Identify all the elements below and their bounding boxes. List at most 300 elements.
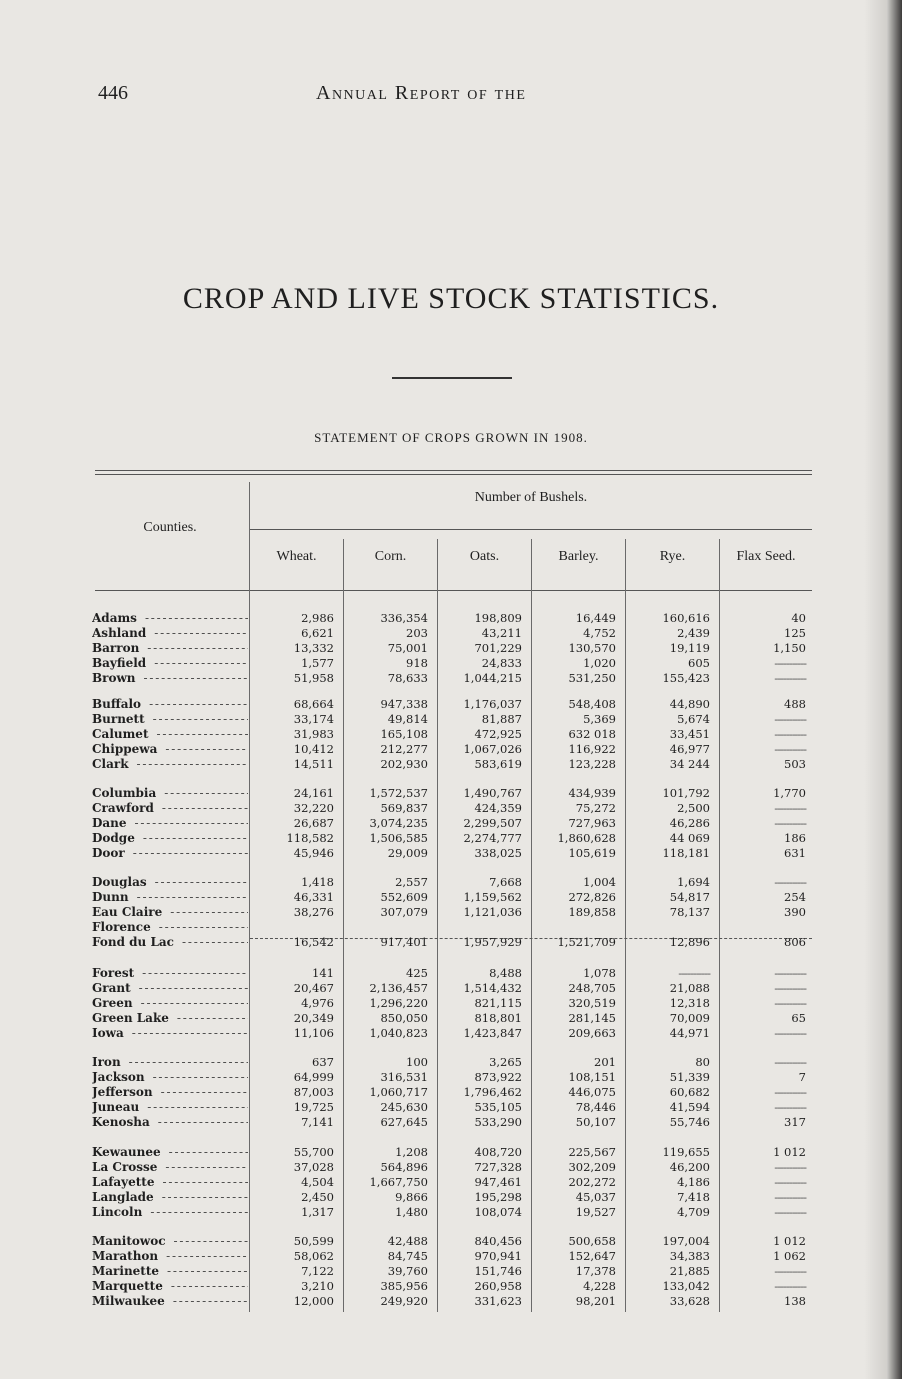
- table-cell: 627,645: [380, 1115, 428, 1129]
- table-cell: 151,746: [474, 1264, 522, 1278]
- page-edge-shadow: [864, 0, 902, 1379]
- table-cell: 1,020: [583, 656, 616, 670]
- table-cell: 2,274,777: [463, 831, 522, 845]
- table-cell: 38,276: [293, 905, 334, 919]
- table-cell: 34 244: [669, 757, 710, 771]
- table-cell: 78,137: [669, 905, 710, 919]
- table-cell: 281,145: [568, 1011, 616, 1025]
- table-cell: 1,423,847: [463, 1026, 522, 1040]
- table-cell: 1,577: [301, 656, 334, 670]
- table-cell: 3,210: [301, 1279, 334, 1293]
- column-header-corn: Corn.: [374, 549, 407, 564]
- table-row: [0, 1234, 902, 1249]
- table-cell: 116,922: [568, 742, 616, 756]
- table-cell: 14,511: [293, 757, 334, 771]
- table-cell: -----------: [774, 981, 806, 995]
- county-name: Crawford - - -: [92, 801, 248, 816]
- county-name: La Crosse - - -: [92, 1160, 248, 1175]
- table-cell: 130,570: [568, 641, 616, 655]
- table-cell: 7,141: [301, 1115, 334, 1129]
- table-cell: 49,814: [387, 712, 428, 726]
- county-name: Door - - -: [92, 846, 248, 861]
- table-cell: 160,616: [662, 611, 710, 625]
- table-cell: 12,318: [669, 996, 710, 1010]
- table-cell: 446,075: [568, 1085, 616, 1099]
- table-cell: 637: [312, 1055, 334, 1069]
- county-name: Jefferson - - -: [92, 1085, 248, 1100]
- table-cell: 45,037: [575, 1190, 616, 1204]
- page-number: 446: [98, 82, 128, 104]
- table-cell: 806: [784, 935, 806, 949]
- county-name: Jackson - - -: [92, 1070, 248, 1085]
- table-cell: 1,067,026: [463, 742, 522, 756]
- table-cell: 100: [406, 1055, 428, 1069]
- table-row: [0, 712, 902, 727]
- table-cell: 970,941: [474, 1249, 522, 1263]
- table-cell: 385,956: [380, 1279, 428, 1293]
- table-cell: 245,630: [380, 1100, 428, 1114]
- table-cell: 155,423: [662, 671, 710, 685]
- county-name: Juneau - - -: [92, 1100, 248, 1115]
- table-cell: -----------: [774, 656, 806, 670]
- county-name: Grant - - -: [92, 981, 248, 996]
- table-cell: -----------: [774, 966, 806, 980]
- table-cell: -----------: [774, 1205, 806, 1219]
- table-cell: 307,079: [380, 905, 428, 919]
- table-cell: 78,446: [575, 1100, 616, 1114]
- table-cell: -----------: [774, 1085, 806, 1099]
- county-name: Manitowoc - - -: [92, 1234, 248, 1249]
- county-name: Green - - -: [92, 996, 248, 1011]
- county-name: Buffalo - - -: [92, 697, 248, 712]
- table-cell: 84,745: [387, 1249, 428, 1263]
- county-name: Adams - - -: [92, 611, 248, 626]
- table-cell: 58,062: [293, 1249, 334, 1263]
- table-cell: 2,450: [301, 1190, 334, 1204]
- county-name: Eau Claire - - -: [92, 905, 248, 920]
- table-cell: 390: [784, 905, 806, 919]
- table-cell: 1,078: [583, 966, 616, 980]
- table-cell: 20,467: [293, 981, 334, 995]
- table-cell: 50,599: [293, 1234, 334, 1248]
- table-cell: -----------: [774, 1264, 806, 1278]
- table-cell: 850,050: [380, 1011, 428, 1025]
- table-row: [0, 1055, 902, 1070]
- table-cell: 17,378: [575, 1264, 616, 1278]
- table-cell: 16,449: [575, 611, 616, 625]
- table-cell: 1,208: [395, 1145, 428, 1159]
- table-cell: 316,531: [380, 1070, 428, 1084]
- county-name: Milwaukee - - -: [92, 1294, 248, 1309]
- table-cell: 254: [784, 890, 806, 904]
- table-cell: 472,925: [474, 727, 522, 741]
- county-name: Clark - - -: [92, 757, 248, 772]
- table-cell: 32,220: [293, 801, 334, 815]
- table-cell: 21,885: [669, 1264, 710, 1278]
- table-cell: 408,720: [474, 1145, 522, 1159]
- table-cell: 31,983: [293, 727, 334, 741]
- table-cell: -----------: [774, 671, 806, 685]
- table-cell: 1 012: [773, 1145, 806, 1159]
- table-cell: 331,623: [474, 1294, 522, 1308]
- table-cell: 46,331: [293, 890, 334, 904]
- table-cell: 51,958: [293, 671, 334, 685]
- table-row: [0, 786, 902, 801]
- county-name: Langlade - - -: [92, 1190, 248, 1205]
- table-cell: 1,176,037: [463, 697, 522, 711]
- running-head: Annual Report of the: [316, 82, 527, 104]
- table-cell: 425: [406, 966, 428, 980]
- table-cell: 24,161: [293, 786, 334, 800]
- table-cell: 44,890: [669, 697, 710, 711]
- table-row: [0, 1070, 902, 1085]
- table-cell: 564,896: [380, 1160, 428, 1174]
- table-cell: 165,108: [380, 727, 428, 741]
- table-cell: 631: [784, 846, 806, 860]
- table-cell: 44 069: [669, 831, 710, 845]
- table-cell: 41,594: [669, 1100, 710, 1114]
- table-cell: 1,694: [677, 875, 710, 889]
- table-row: [0, 1264, 902, 1279]
- table-cell: 70,009: [669, 1011, 710, 1025]
- table-cell: 26,687: [293, 816, 334, 830]
- table-cell: 2,557: [395, 875, 428, 889]
- table-row: [0, 656, 902, 671]
- table-cell: 2,136,457: [369, 981, 428, 995]
- table-row: [0, 920, 902, 935]
- table-row: [0, 1100, 902, 1115]
- table-cell: 1,667,750: [369, 1175, 428, 1189]
- table-cell: 42,488: [387, 1234, 428, 1248]
- table-cell: 1,044,215: [463, 671, 522, 685]
- table-row: [0, 757, 902, 772]
- table-cell: 4,709: [677, 1205, 710, 1219]
- table-cell: 4,186: [677, 1175, 710, 1189]
- table-cell: 1,159,562: [463, 890, 522, 904]
- table-cell: 531,250: [568, 671, 616, 685]
- table-cell: 840,456: [474, 1234, 522, 1248]
- table-cell: 2,299,507: [463, 816, 522, 830]
- table-row: [0, 1279, 902, 1294]
- table-cell: -----------: [774, 801, 806, 815]
- table-cell: 118,181: [662, 846, 710, 860]
- table-cell: 138: [784, 1294, 806, 1308]
- table-cell: -----------: [774, 1026, 806, 1040]
- county-name: Iowa - - -: [92, 1026, 248, 1041]
- table-cell: 1,040,823: [369, 1026, 428, 1040]
- table-cell: 133,042: [662, 1279, 710, 1293]
- table-cell: 727,328: [474, 1160, 522, 1174]
- table-cell: 248,705: [568, 981, 616, 995]
- table-cell: 21,088: [669, 981, 710, 995]
- table-row: [0, 875, 902, 890]
- table-cell: 500,658: [568, 1234, 616, 1248]
- table-cell: 108,074: [474, 1205, 522, 1219]
- table-cell: 46,200: [669, 1160, 710, 1174]
- table-cell: 44,971: [669, 1026, 710, 1040]
- table-cell: -----------: [774, 712, 806, 726]
- table-cell: 152,647: [568, 1249, 616, 1263]
- table-cell: 34,383: [669, 1249, 710, 1263]
- table-cell: 1,480: [395, 1205, 428, 1219]
- county-name: Burnett - - -: [92, 712, 248, 727]
- county-name: Marquette - - -: [92, 1279, 248, 1294]
- table-cell: 101,792: [662, 786, 710, 800]
- table-row: [0, 846, 902, 861]
- table-cell: 918: [406, 656, 428, 670]
- table-cell: 33,451: [669, 727, 710, 741]
- column-header-barley: Barley.: [558, 549, 599, 564]
- table-cell: 583,619: [474, 757, 522, 771]
- table-row: [0, 1115, 902, 1130]
- table-cell: 488: [784, 697, 806, 711]
- table-cell: -----------: [774, 1055, 806, 1069]
- county-name: Barron - - -: [92, 641, 248, 656]
- table-cell: 1,150: [773, 641, 806, 655]
- table-subtitle: STATEMENT OF CROPS GROWN IN 1908.: [314, 430, 588, 445]
- table-cell: 947,461: [474, 1175, 522, 1189]
- table-cell: -----------: [678, 966, 710, 980]
- table-cell: 821,115: [474, 996, 522, 1010]
- table-cell: 98,201: [575, 1294, 616, 1308]
- table-cell: 605: [688, 656, 710, 670]
- table-cell: 212,277: [380, 742, 428, 756]
- county-name: Kenosha - - -: [92, 1115, 248, 1130]
- table-row: [0, 1160, 902, 1175]
- table-cell: 1,490,767: [463, 786, 522, 800]
- table-cell: 503: [784, 757, 806, 771]
- table-cell: -----------: [774, 727, 806, 741]
- table-cell: 39,760: [387, 1264, 428, 1278]
- county-name: Iron - - -: [92, 1055, 248, 1070]
- county-name: Forest - - -: [92, 966, 248, 981]
- table-cell: 533,290: [474, 1115, 522, 1129]
- table-cell: 60,682: [669, 1085, 710, 1099]
- county-name: Marathon - - -: [92, 1249, 248, 1264]
- table-cell: 3,265: [489, 1055, 522, 1069]
- table-cell: 11,106: [293, 1026, 334, 1040]
- table-cell: 40: [791, 611, 806, 625]
- county-name: Columbia - - -: [92, 786, 248, 801]
- table-cell: 19,527: [575, 1205, 616, 1219]
- county-name: Lincoln - - -: [92, 1205, 248, 1220]
- table-cell: 302,209: [568, 1160, 616, 1174]
- table-cell: 7,668: [489, 875, 522, 889]
- table-cell: 4,976: [301, 996, 334, 1010]
- table-row: [0, 1085, 902, 1100]
- table-cell: 209,663: [568, 1026, 616, 1040]
- table-cell: 125: [784, 626, 806, 640]
- table-cell: -----------: [774, 742, 806, 756]
- table-cell: 2,500: [677, 801, 710, 815]
- table-cell: 552,609: [380, 890, 428, 904]
- table-cell: 189,858: [568, 905, 616, 919]
- table-cell: 119,655: [662, 1145, 710, 1159]
- county-name: Lafayette - - -: [92, 1175, 248, 1190]
- table-cell: -----------: [774, 1175, 806, 1189]
- table-cell: 80: [695, 1055, 710, 1069]
- county-name: Marinette - - -: [92, 1264, 248, 1279]
- table-cell: 917,401: [380, 935, 428, 949]
- table-row: [0, 831, 902, 846]
- table-row: [0, 1175, 902, 1190]
- table-row: [0, 1205, 902, 1220]
- table-cell: -----------: [774, 1100, 806, 1114]
- table-cell: 1,418: [301, 875, 334, 889]
- table-cell: 1,770: [773, 786, 806, 800]
- table-cell: 65: [791, 1011, 806, 1025]
- table-cell: 13,332: [293, 641, 334, 655]
- table-cell: 947,338: [380, 697, 428, 711]
- county-name: Douglas - - -: [92, 875, 248, 890]
- table-cell: 51,339: [669, 1070, 710, 1084]
- county-name: Dodge - - -: [92, 831, 248, 846]
- table-row: [0, 1011, 902, 1026]
- table-cell: 1,957,929: [463, 935, 522, 949]
- table-cell: 64,999: [293, 1070, 334, 1084]
- table-cell: 195,298: [474, 1190, 522, 1204]
- table-cell: 108,151: [568, 1070, 616, 1084]
- table-cell: 16,542: [293, 935, 334, 949]
- table-cell: 535,105: [474, 1100, 522, 1114]
- table-cell: 78,633: [387, 671, 428, 685]
- column-header-oats: Oats.: [469, 549, 500, 564]
- county-name: Dunn - - -: [92, 890, 248, 905]
- table-cell: -----------: [774, 1190, 806, 1204]
- table-cell: 338,025: [474, 846, 522, 860]
- table-cell: 37,028: [293, 1160, 334, 1174]
- table-cell: 75,272: [575, 801, 616, 815]
- table-cell: 19,119: [669, 641, 710, 655]
- table-cell: 45,946: [293, 846, 334, 860]
- page-title: CROP AND LIVE STOCK STATISTICS.: [182, 282, 720, 315]
- table-cell: 5,369: [583, 712, 616, 726]
- table-cell: -----------: [774, 816, 806, 830]
- table-cell: 81,887: [481, 712, 522, 726]
- column-header-flax-seed: Flax Seed.: [736, 549, 796, 564]
- county-name: Bayfield - - -: [92, 656, 248, 671]
- table-cell: 3,074,235: [369, 816, 428, 830]
- county-name: Green Lake - - -: [92, 1011, 248, 1026]
- table-cell: 434,939: [568, 786, 616, 800]
- table-cell: 141: [312, 966, 334, 980]
- table-cell: 2,439: [677, 626, 710, 640]
- table-row: [0, 801, 902, 816]
- table-cell: 727,963: [568, 816, 616, 830]
- table-cell: 4,504: [301, 1175, 334, 1189]
- table-cell: 260,958: [474, 1279, 522, 1293]
- county-name: Brown - - -: [92, 671, 248, 686]
- table-row: [0, 1249, 902, 1264]
- table-cell: 55,700: [293, 1145, 334, 1159]
- table-cell: 2,986: [301, 611, 334, 625]
- table-cell: 4,752: [583, 626, 616, 640]
- table-row: [0, 1026, 902, 1041]
- table-cell: 1,506,585: [369, 831, 428, 845]
- table-cell: 46,286: [669, 816, 710, 830]
- table-cell: 1,004: [583, 875, 616, 889]
- table-row: [0, 1190, 902, 1205]
- table-cell: 118,582: [286, 831, 334, 845]
- county-name: Calumet - - -: [92, 727, 248, 742]
- table-row: [0, 905, 902, 920]
- table-cell: 75,001: [387, 641, 428, 655]
- table-cell: 7: [798, 1070, 806, 1084]
- table-cell: 701,229: [474, 641, 522, 655]
- table-cell: 33,174: [293, 712, 334, 726]
- table-row: [0, 611, 902, 626]
- table-cell: 249,920: [380, 1294, 428, 1308]
- table-row: [0, 742, 902, 757]
- table-cell: -----------: [774, 875, 806, 889]
- table-cell: 202,930: [380, 757, 428, 771]
- table-cell: 1,060,717: [369, 1085, 428, 1099]
- table-cell: -----------: [774, 996, 806, 1010]
- table-cell: 424,359: [474, 801, 522, 815]
- table-cell: 1 012: [773, 1234, 806, 1248]
- table-cell: 1 062: [773, 1249, 806, 1263]
- column-header-wheat: Wheat.: [276, 549, 317, 564]
- table-cell: 198,809: [474, 611, 522, 625]
- table-row: [0, 981, 902, 996]
- table-cell: 1,521,709: [557, 935, 616, 949]
- table-cell: 201: [594, 1055, 616, 1069]
- table-cell: 202,272: [568, 1175, 616, 1189]
- table-row: [0, 890, 902, 905]
- table-row: [0, 641, 902, 656]
- table-cell: 68,664: [293, 697, 334, 711]
- table-cell: 1,514,432: [463, 981, 522, 995]
- table-cell: 19,725: [293, 1100, 334, 1114]
- table-cell: 548,408: [568, 697, 616, 711]
- table-cell: 203: [406, 626, 428, 640]
- table-cell: 12,896: [669, 935, 710, 949]
- table-cell: 12,000: [293, 1294, 334, 1308]
- table-cell: 4,228: [583, 1279, 616, 1293]
- table-cell: 5,674: [677, 712, 710, 726]
- table-cell: 8,488: [489, 966, 522, 980]
- county-name: Chippewa - - -: [92, 742, 248, 757]
- table-cell: 1,796,462: [463, 1085, 522, 1099]
- table-cell: 1,317: [301, 1205, 334, 1219]
- table-cell: 54,817: [669, 890, 710, 904]
- table-row: [0, 935, 902, 950]
- table-row: [0, 671, 902, 686]
- table-row: [0, 966, 902, 981]
- table-cell: 632 018: [568, 727, 616, 741]
- table-row: [0, 1294, 902, 1309]
- table-cell: 7,122: [301, 1264, 334, 1278]
- table-cell: 20,349: [293, 1011, 334, 1025]
- table-cell: 55,746: [669, 1115, 710, 1129]
- county-name: Kewaunee - - -: [92, 1145, 248, 1160]
- table-cell: 105,619: [568, 846, 616, 860]
- table-cell: 29,009: [387, 846, 428, 860]
- group-header: Number of Bushels.: [474, 490, 588, 505]
- table-row: [0, 697, 902, 712]
- table-cell: 7,418: [677, 1190, 710, 1204]
- table-cell: 818,801: [474, 1011, 522, 1025]
- table-row: [0, 996, 902, 1011]
- table-cell: 50,107: [575, 1115, 616, 1129]
- table-cell: 43,211: [481, 626, 522, 640]
- table-row: [0, 816, 902, 831]
- table-cell: 1,860,628: [557, 831, 616, 845]
- table-cell: -----------: [774, 1279, 806, 1293]
- table-cell: 320,519: [568, 996, 616, 1010]
- county-name: Florence - - -: [92, 920, 248, 935]
- table-cell: 317: [784, 1115, 806, 1129]
